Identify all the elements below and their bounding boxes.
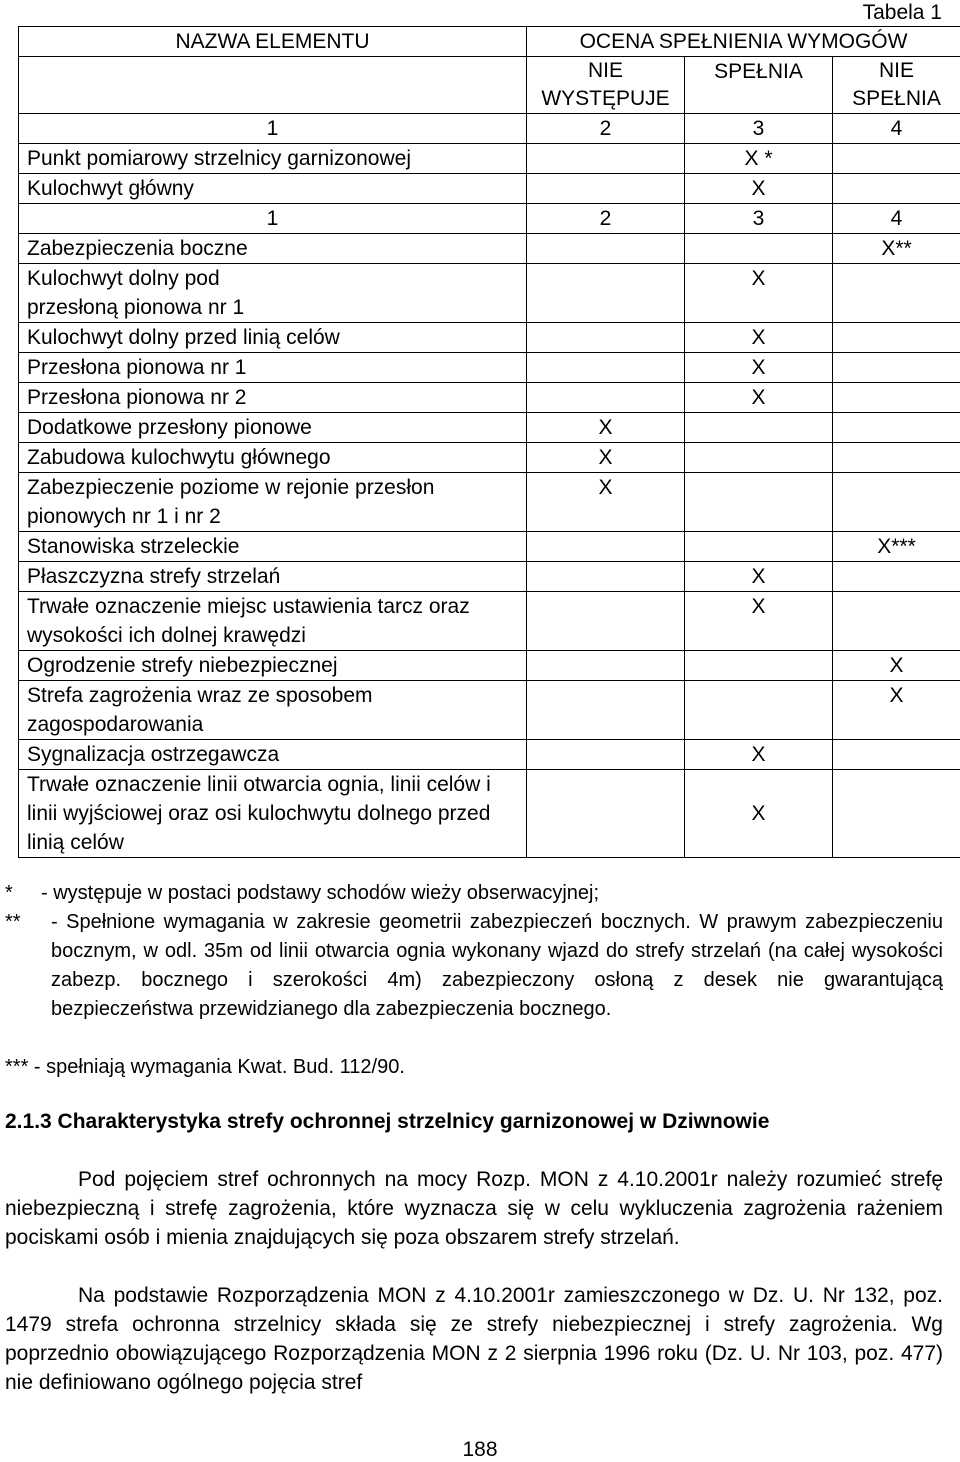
footnote-text: - spełniają wymagania Kwat. Bud. 112/90. (33, 1056, 405, 1078)
not-fulfils-cell (833, 592, 960, 651)
not-fulfils-cell (833, 323, 960, 353)
not-fulfils-cell: X*** (833, 532, 960, 562)
table-row (19, 174, 960, 204)
fulfils-cell (685, 532, 833, 562)
not-present-cell (527, 383, 685, 413)
not-fulfils-cell (833, 770, 960, 858)
table-row (19, 413, 960, 443)
table-row (19, 443, 960, 473)
footnote-mark: *** (5, 1056, 29, 1078)
not-present-cell (527, 234, 685, 264)
table-row (19, 651, 960, 681)
fulfils-cell (685, 443, 833, 473)
not-present-cell (527, 651, 685, 681)
column-number: 4 (833, 114, 960, 144)
not-present-cell (527, 144, 685, 174)
row-name: Strefa zagrożenia wraz ze sposobem zagospodarowania (19, 681, 527, 740)
fulfils-cell (685, 651, 833, 681)
column-number: 3 (685, 204, 833, 234)
row-name: Przesłona pionowa nr 2 (19, 383, 527, 413)
not-present-cell (527, 562, 685, 592)
table-caption: Tabela 1 (862, 1, 942, 24)
not-fulfils-cell (833, 353, 960, 383)
not-present-cell (527, 174, 685, 204)
footnote-1 (5, 879, 943, 908)
column-number: 4 (833, 204, 960, 234)
not-present-cell (527, 323, 685, 353)
row-name: Sygnalizacja ostrzegawcza (19, 740, 527, 770)
table-row (19, 323, 960, 353)
not-fulfils-cell (833, 174, 960, 204)
row-name: Punkt pomiarowy strzelnicy garnizonowej (19, 144, 527, 174)
footnote-2 (5, 908, 943, 1024)
page-number: 188 (462, 1438, 498, 1461)
paragraph-1: Pod pojęciem stref ochronnych na mocy Rozp. MON z 4.10.2001r należy rozumieć strefę niebezpieczną i strefę zagrożenia, które wyznacza się w celu wykluczenia zagrożenia rażeniem pociskami osób i mienia znajdujących się poza obszarem strefy strzelań. (5, 1168, 943, 1249)
not-fulfils-cell (833, 473, 960, 532)
not-fulfils-cell: X (833, 651, 960, 681)
fulfils-cell (685, 681, 833, 740)
not-fulfils-cell (833, 443, 960, 473)
row-name: Trwałe oznaczenie miejsc ustawienia tarcz oraz wysokości ich dolnej krawędzi (19, 592, 527, 651)
table-row (19, 144, 960, 174)
row-name: Zabezpieczenie poziome w rejonie przesłon pionowych nr 1 i nr 2 (19, 473, 527, 532)
not-present-cell: X (527, 473, 685, 532)
row-name: Ogrodzenie strefy niebezpiecznej (19, 651, 527, 681)
footnote-text: - występuje w postaci podstawy schodów wieży obserwacyjnej; (41, 882, 600, 904)
column-number: 1 (19, 114, 527, 144)
footnote-mark: * (5, 882, 13, 904)
not-present-cell (527, 264, 685, 323)
header-row-1 (19, 27, 960, 57)
row-name: Dodatkowe przesłony pionowe (19, 413, 527, 443)
row-name: Trwałe oznaczenie linii otwarcia ognia, linii celów i linii wyjściowej oraz osi kulochwytu dolnego przed linią celów (19, 770, 527, 858)
not-fulfils-cell (833, 740, 960, 770)
fulfils-cell: X (685, 740, 833, 770)
fulfils-cell: X (685, 353, 833, 383)
header-rating: OCENA SPEŁNIENIA WYMOGÓW (527, 27, 960, 57)
not-present-cell (527, 740, 685, 770)
fulfils-cell: X * (685, 144, 833, 174)
row-name: Stanowiska strzeleckie (19, 532, 527, 562)
not-fulfils-cell (833, 144, 960, 174)
header-fulfils: SPEŁNIA (685, 57, 833, 114)
not-fulfils-cell (833, 562, 960, 592)
requirements-table (18, 26, 960, 858)
footnote-mark: ** (5, 911, 21, 933)
table-body-part-1 (19, 114, 960, 204)
footnote-text: - Spełnione wymagania w zakresie geometrii zabezpieczeń bocznych. W prawym zabezpieczeniu bocznym, w odl. 35m od linii otwarcia ognia wykonany wjazd do strefy strzelań (na całej wysokości zabezp. bocznego i szerokości 4m) zabezpieczony osłoną z desek nie gwarantującą bezpieczeństwa przewidzianego dla zabezpieczenia bocznego. (51, 911, 943, 1020)
fulfils-cell (685, 234, 833, 264)
table-row (19, 681, 960, 740)
not-fulfils-cell: X (833, 681, 960, 740)
table-row (19, 473, 960, 532)
table-row (19, 234, 960, 264)
row-name: Zabudowa kulochwytu głównego (19, 443, 527, 473)
row-name: Kulochwyt dolny przed linią celów (19, 323, 527, 353)
fulfils-cell (685, 413, 833, 443)
table-row (19, 383, 960, 413)
section-heading: 2.1.3 Charakterystyka strefy ochronnej strzelnicy garnizonowej w Dziwnowie (5, 1110, 770, 1133)
numbering-row (19, 114, 960, 144)
row-name: Przesłona pionowa nr 1 (19, 353, 527, 383)
fulfils-cell: X (685, 562, 833, 592)
footnote-3 (5, 1053, 943, 1082)
fulfils-cell: X (685, 323, 833, 353)
not-present-cell (527, 770, 685, 858)
fulfils-cell: X (685, 770, 833, 858)
fulfils-cell: X (685, 264, 833, 323)
not-present-cell: X (527, 443, 685, 473)
table-row (19, 740, 960, 770)
table-row (19, 592, 960, 651)
row-name: Zabezpieczenia boczne (19, 234, 527, 264)
not-present-cell (527, 353, 685, 383)
row-name: Kulochwyt główny (19, 174, 527, 204)
not-present-cell: X (527, 413, 685, 443)
table-row (19, 353, 960, 383)
row-name: Płaszczyzna strefy strzelań (19, 562, 527, 592)
table-row (19, 264, 960, 323)
header-not-fulfils: NIE SPEŁNIA (833, 57, 960, 114)
fulfils-cell (685, 473, 833, 532)
row-name: Kulochwyt dolny pod przesłoną pionowa nr 1 (19, 264, 527, 323)
table-row (19, 562, 960, 592)
header-not-present: NIE WYSTĘPUJE (527, 57, 685, 114)
column-number: 3 (685, 114, 833, 144)
table-row (19, 770, 960, 858)
header-name: NAZWA ELEMENTU (19, 27, 527, 57)
not-present-cell (527, 681, 685, 740)
fulfils-cell: X (685, 174, 833, 204)
header-empty (19, 57, 527, 114)
fulfils-cell: X (685, 383, 833, 413)
table-body-part-2 (19, 204, 960, 858)
column-number: 2 (527, 204, 685, 234)
not-present-cell (527, 532, 685, 562)
column-number: 1 (19, 204, 527, 234)
column-number: 2 (527, 114, 685, 144)
not-fulfils-cell (833, 413, 960, 443)
not-fulfils-cell: X** (833, 234, 960, 264)
header-row-2 (19, 57, 960, 114)
fulfils-cell: X (685, 592, 833, 651)
not-fulfils-cell (833, 264, 960, 323)
not-fulfils-cell (833, 383, 960, 413)
numbering-row (19, 204, 960, 234)
table-row (19, 532, 960, 562)
paragraph-2: Na podstawie Rozporządzenia MON z 4.10.2001r zamieszczonego w Dz. U. Nr 132, poz. 1479 strefa ochronna strzelnicy składa się ze strefy niebezpiecznej i strefy zagrożenia. Wg poprzednio obowiązującego Rozporządzenia MON z 2 sierpnia 1996 roku (Dz. U. Nr 103, poz. 477) nie definiowano ogólnego pojęcia stref (5, 1284, 943, 1394)
not-present-cell (527, 592, 685, 651)
